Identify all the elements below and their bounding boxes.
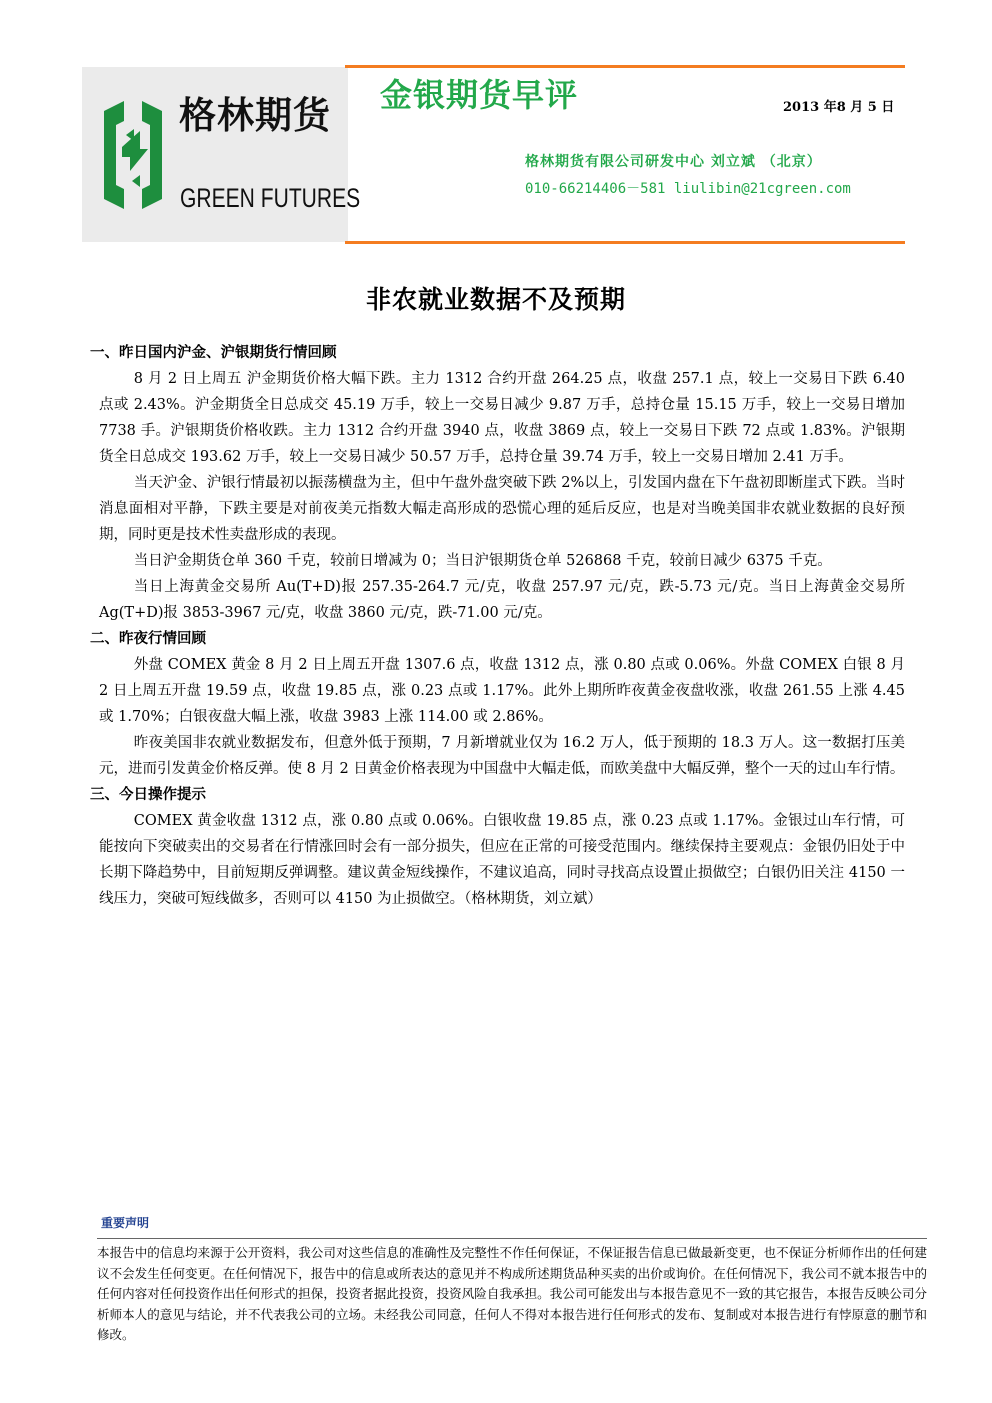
- paragraph: COMEX 黄金收盘 1312 点，涨 0.80 点或 0.06%。白银收盘 19.85 点，涨 0.23 点或 1.17%。金银过山车行情，可能按向下突破卖出的交易者在行情涨回时会有一部分损失，但应在正常的可接受范围内。继续保持主要观点：金银仍旧处于中长期下降趋势中，目前短期反弹调整。建议黄金短线操作，不建议追高，同时寻找高点设置止损做空；白银仍旧关注 4150 一线压力，突破可短线做多，否则可以 4150 为止损做空。（格林期货，刘立斌）: [99, 813, 905, 907]
- paragraph: 当日上海黄金交易所 Au(T+D)报 257.35-264.7 元/克，收盘 257.97 元/克，跌-5.73 元/克。当日上海黄金交易所 Ag(T+D)报 3853-3967 元/克，收盘 3860 元/克，跌-71.00 元/克。: [99, 579, 905, 621]
- logo-name-en: GREEN FUTURES: [180, 183, 361, 213]
- header-top-rule: [345, 65, 905, 68]
- report-date: 2013 年8 月 5 日: [783, 100, 895, 115]
- disclaimer-divider: [97, 1238, 927, 1239]
- section-trading-tips: [90, 782, 905, 912]
- disclaimer: [97, 1214, 927, 1346]
- section-overnight-review: [90, 626, 905, 782]
- page-title: 非农就业数据不及预期: [365, 285, 626, 314]
- disclaimer-body: 本报告中的信息均来源于公开资料，我公司对这些信息的准确性及完整性不作任何保证，不保证报告信息已做最新变更，也不保证分析师作出的任何建议不会发生任何变更。在任何情况下，报告中的信息或所表达的意见并不构成所述期货品种买卖的出价或询价。在任何情况下，我公司不就本报告中的任何内容对任何投资作出任何形式的担保，投资者据此投资，投资风险自我承担。我公司可能发出与本报告意见不一致的其它报告，本报告反映公司分析师本人的意见与结论，并不代表我公司的立场。未经我公司同意，任何人不得对本报告进行任何形式的发布、复制或对本报告进行有悖原意的删节和修改。: [97, 1245, 927, 1342]
- author-org-line: 格林期货有限公司研发中心 刘立斌 （北京）: [525, 154, 822, 170]
- paragraph: 8 月 2 日上周五 沪金期货价格大幅下跌。主力 1312 合约开盘 264.25 点，收盘 257.1 点，较上一交易日下跌 6.40 点或 2.43%。沪金期货全日总成交 45.19 万手，较上一交易日减少 9.87 万手，总持仓量 15.15 万手，较上一交易日增加 7738 手。沪银期货价格收跌。主力 1312 合约开盘 3940 点，收盘 3869 点，较上一交易日下跌 72 点或 1.83%。沪银期货全日总成交 193.62 万手，较上一交易日减少 50.57 万手，总持仓量 39.74 万手，较上一交易日增加 2.41 万手。: [99, 371, 905, 465]
- report-body: [90, 340, 905, 912]
- paragraph: 外盘 COMEX 黄金 8 月 2 日上周五开盘 1307.6 点，收盘 1312 点，涨 0.80 点或 0.06%。外盘 COMEX 白银 8 月 2 日上周五开盘 19.59 点，收盘 19.85 点，涨 0.23 点或 1.17%。此外上期所昨夜黄金夜盘收涨，收盘 261.55 上涨 4.45 或 1.70%；白银夜盘大幅上涨，收盘 3983 上涨 114.00 或 2.86%。: [99, 657, 905, 725]
- report-title: 金银期货早评: [380, 76, 579, 114]
- section-heading: 三、今日操作提示: [90, 787, 206, 803]
- author-contact-line: 010-66214406－581 liulibin@21cgreen.com: [525, 181, 851, 197]
- disclaimer-heading: 重要声明: [101, 1216, 150, 1230]
- company-logo: [82, 67, 361, 242]
- logo-name-cn: 格林期货: [179, 94, 331, 137]
- section-heading: 一、昨日国内沪金、沪银期货行情回顾: [90, 345, 337, 361]
- green-futures-logo-icon: [96, 95, 170, 215]
- paragraph: 当日沪金期货仓单 360 千克，较前日增减为 0；当日沪银期货仓单 526868 千克，较前日减少 6375 千克。: [133, 553, 832, 569]
- paragraph: 当天沪金、沪银行情最初以振荡横盘为主，但中午盘外盘突破下跌 2%以上，引发国内盘在下午盘初即断崖式下跌。当时消息面相对平静，下跌主要是对前夜美元指数大幅走高形成的恐慌心理的延后反应，也是对当晚美国非农就业数据的良好预期，同时更是技术性卖盘形成的表现。: [99, 475, 905, 543]
- section-domestic-review: [90, 340, 905, 626]
- section-heading: 二、昨夜行情回顾: [90, 631, 206, 647]
- header-bottom-rule: [345, 241, 905, 244]
- paragraph: 昨夜美国非农就业数据发布，但意外低于预期，7 月新增就业仅为 16.2 万人，低于预期的 18.3 万人。这一数据打压美元，进而引发黄金价格反弹。使 8 月 2 日黄金价格表现为中国盘中大幅走低，而欧美盘中大幅反弹，整个一天的过山车行情。: [99, 735, 905, 777]
